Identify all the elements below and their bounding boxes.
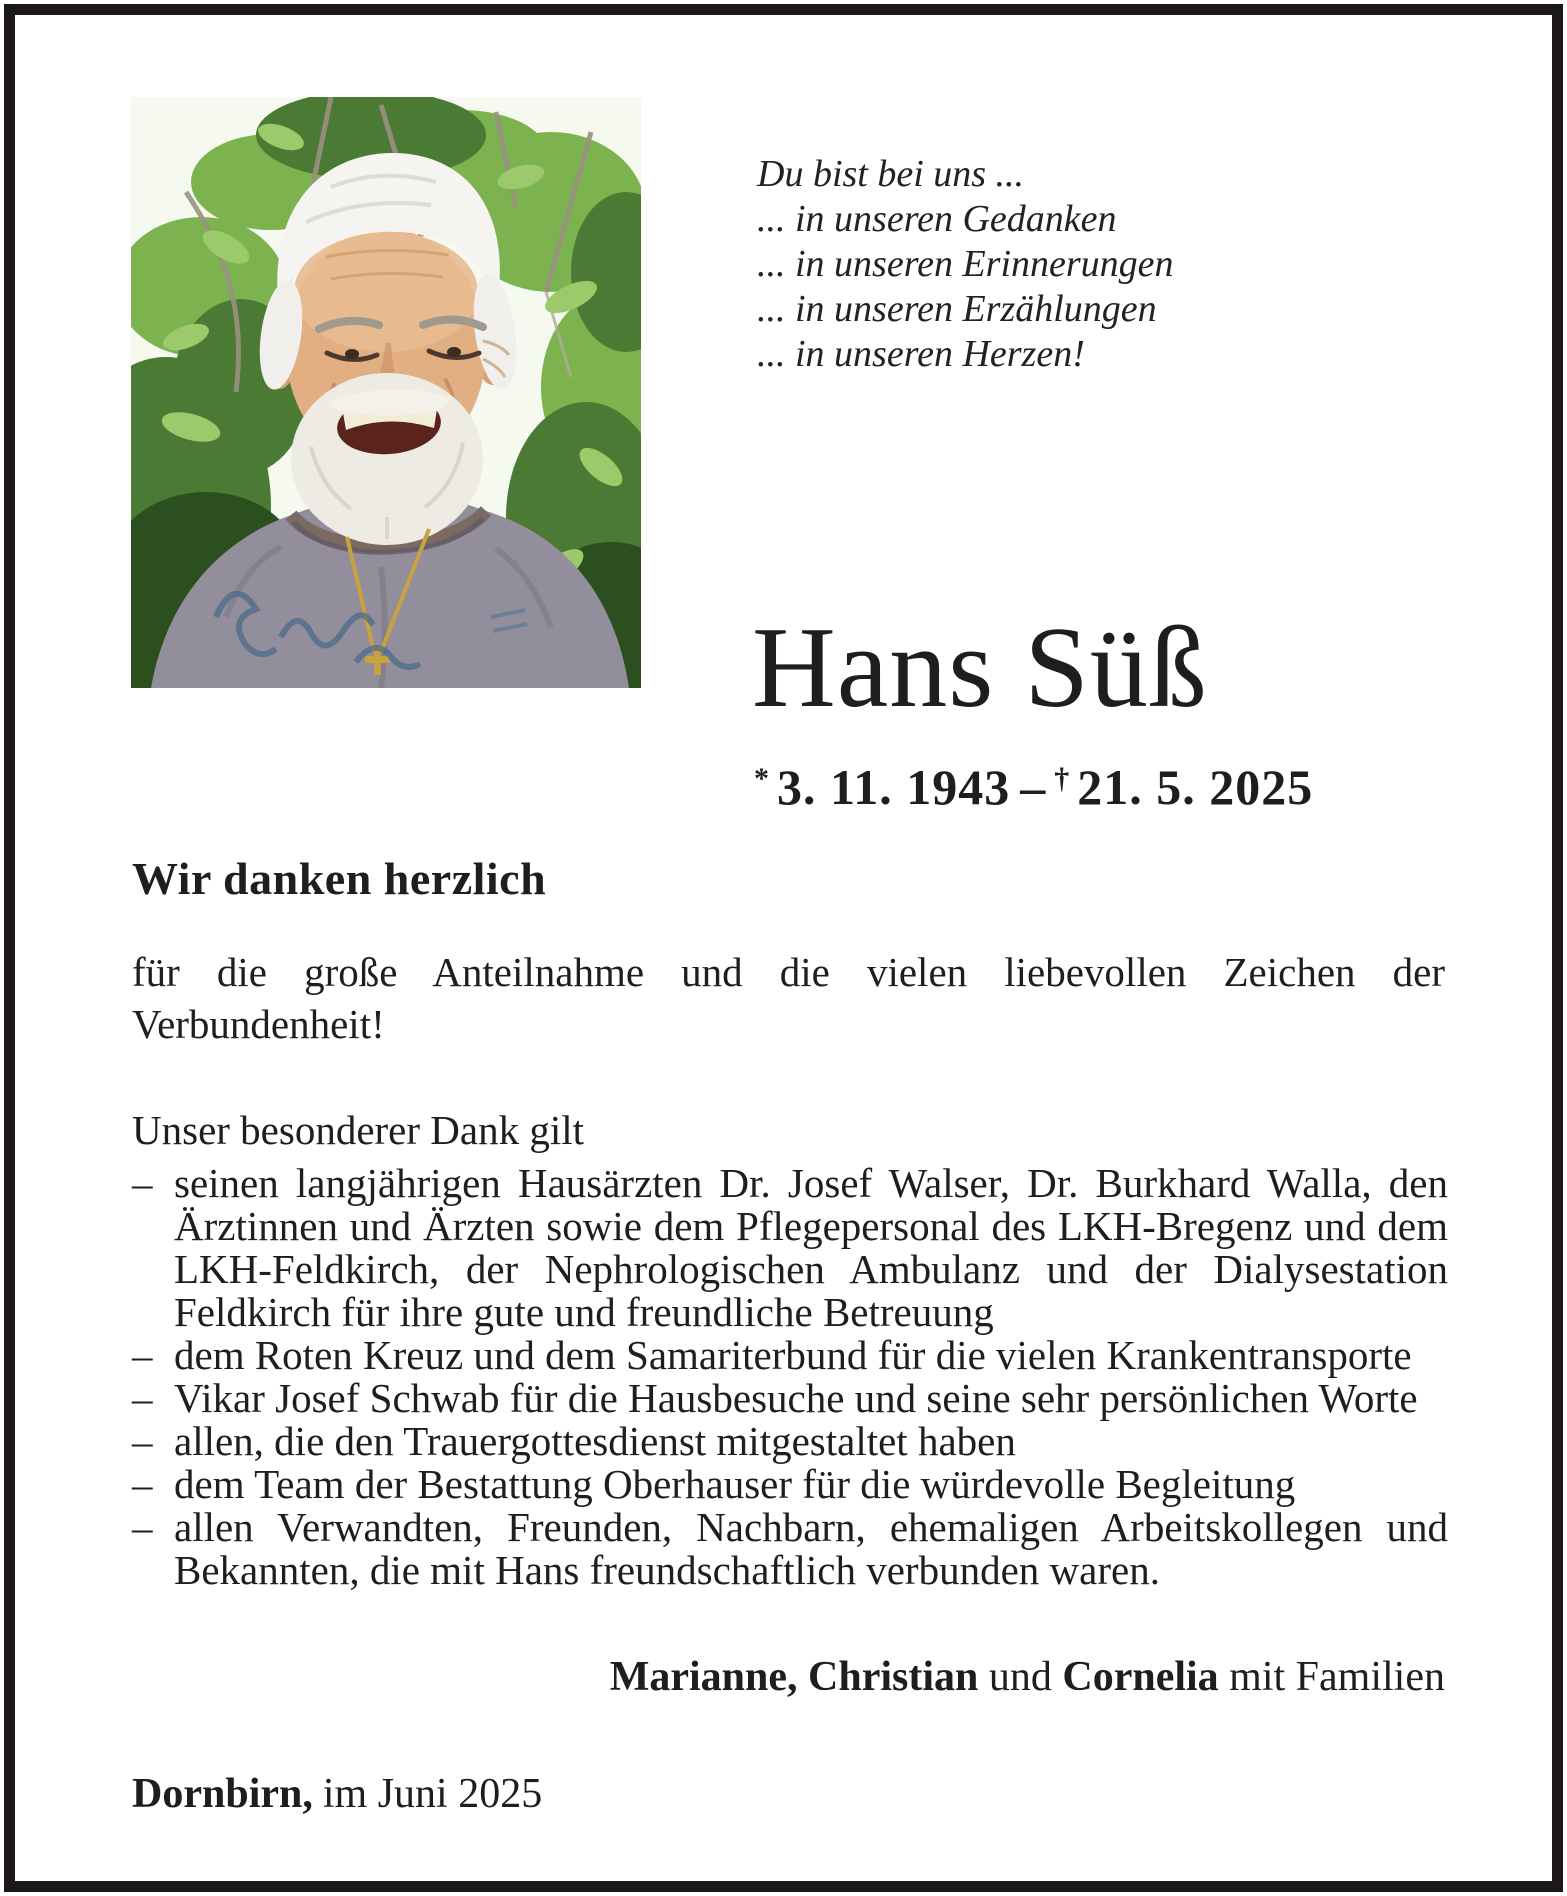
death-symbol-dagger: †	[1054, 762, 1071, 796]
thanks-item-text: dem Roten Kreuz und dem Samariterbund für die vielen Krankentransporte	[174, 1332, 1412, 1378]
poem-line: ... in unseren Erinnerungen	[757, 243, 1174, 285]
dates-separator: –	[1020, 759, 1047, 815]
thanks-item-text: allen Verwandten, Freunden, Nachbarn, ehemaligen Arbeitskollegen und Bekannten, die mit Hans freundschaftlich verbunden waren.	[174, 1504, 1448, 1593]
birth-symbol: *	[754, 762, 770, 796]
thanks-heading: Wir danken herzlich	[132, 853, 547, 904]
poem-line: ... in unseren Erzählungen	[757, 288, 1157, 330]
deceased-name: Hans Süß	[752, 604, 1208, 732]
family-signature	[132, 1653, 1445, 1701]
thanks-item-text: allen, die den Trauergottesdienst mitgestaltet haben	[174, 1418, 1016, 1464]
place-date-line	[132, 1770, 542, 1818]
portrait-photo	[131, 97, 641, 688]
list-dash: –	[132, 1160, 153, 1206]
special-thanks-intro: Unser besonderer Dank gilt	[132, 1107, 585, 1153]
portrait-photo-illustration	[131, 97, 641, 688]
special-thanks-list	[132, 1162, 1448, 1592]
death-date: 21. 5. 2025	[1077, 759, 1314, 815]
poem-line: ... in unseren Herzen!	[757, 333, 1085, 375]
poem-line: ... in unseren Gedanken	[757, 198, 1117, 240]
list-dash: –	[132, 1504, 153, 1550]
thanks-list-item	[132, 1162, 1448, 1334]
list-dash: –	[132, 1332, 153, 1378]
life-dates	[754, 758, 1313, 816]
thanks-list-item	[132, 1420, 1448, 1463]
thanks-list-item	[132, 1506, 1448, 1592]
poem-line: Du bist bei uns ...	[757, 153, 1025, 195]
thanks-item-text: seinen langjährigen Hausärzten Dr. Josef Walser, Dr. Burkhard Walla, den Ärztinnen und Ärzten sowie dem Pflegepersonal des LKH-Bregenz und dem LKH-Feldkirch, der Nephrologischen Ambulanz und der Dialysestation Feldkirch für ihre gute und freundliche Betreuung	[174, 1160, 1448, 1335]
memorial-poem	[757, 152, 1174, 377]
thanks-list-item	[132, 1377, 1448, 1420]
signature-names-1: Marianne, Christian	[609, 1654, 979, 1700]
place-name: Dornbirn,	[132, 1771, 313, 1817]
list-dash: –	[132, 1375, 153, 1421]
signature-connector: und	[988, 1654, 1052, 1700]
thanks-list-item	[132, 1463, 1448, 1506]
signature-names-2: Cornelia	[1062, 1654, 1219, 1700]
thanks-item-text: dem Team der Bestattung Oberhauser für die würdevolle Begleitung	[174, 1461, 1296, 1507]
list-dash: –	[132, 1418, 153, 1464]
thanks-list-item	[132, 1334, 1448, 1377]
signature-suffix: mit Familien	[1229, 1654, 1445, 1700]
date-text: im Juni 2025	[322, 1771, 543, 1817]
thanks-item-text: Vikar Josef Schwab für die Hausbesuche und seine sehr persönlichen Worte	[174, 1375, 1418, 1421]
birth-date: 3. 11. 1943	[777, 759, 1011, 815]
thanks-paragraph: für die große Anteilnahme und die vielen liebevollen Zeichen der Verbundenheit!	[132, 949, 1445, 1047]
list-dash: –	[132, 1461, 153, 1507]
